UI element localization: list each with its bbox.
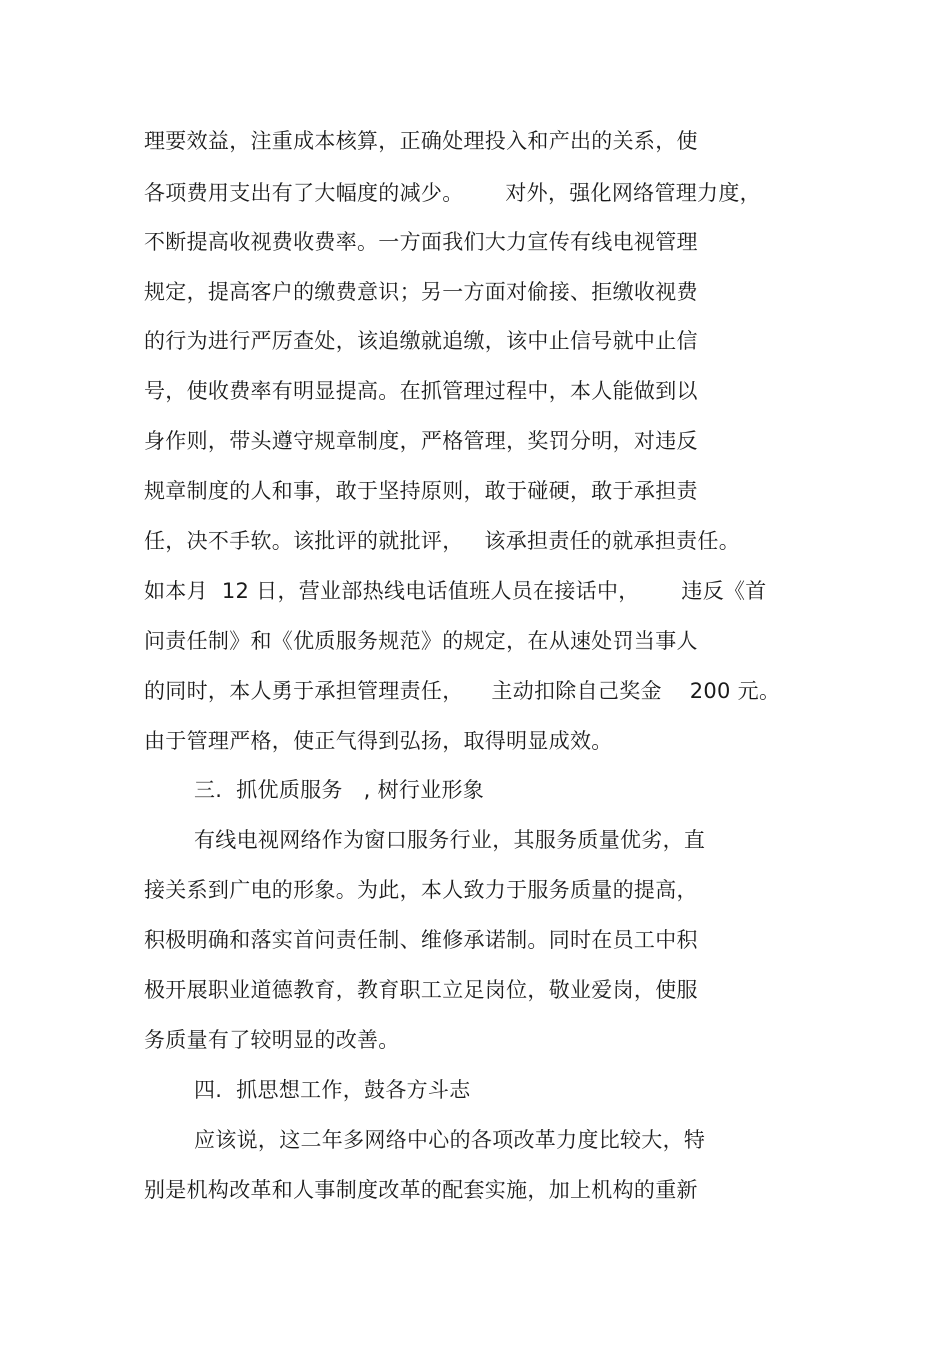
paragraph-line: 问责任制》和《优质服务规范》的规定，在从速处罚当事人 — [144, 629, 698, 653]
paragraph-line: 各项费用支出有了大幅度的减少。 对外，强化网络管理力度， — [144, 181, 761, 205]
paragraph-line: 规章制度的人和事，敢于坚持原则，敢于碰硬，敢于承担责 — [144, 479, 698, 503]
paragraph-line: 积极明确和落实首问责任制、维修承诺制。同时在员工中积 — [144, 928, 698, 952]
paragraph-line: 不断提高收视费收费率。一方面我们大力宣传有线电视管理 — [144, 230, 698, 254]
paragraph-line: 务质量有了较明显的改善。 — [144, 1028, 400, 1052]
section-heading: 四. 抓思想工作，鼓各方斗志 — [194, 1078, 471, 1102]
section-heading: 三. 抓优质服务 , 树行业形象 — [194, 778, 485, 802]
paragraph-line: 任，决不手软。该批评的就批评， 该承担责任的就承担责任。 — [144, 529, 741, 553]
paragraph-line: 理要效益，注重成本核算，正确处理投入和产出的关系，使 — [144, 129, 698, 153]
paragraph-line: 别是机构改革和人事制度改革的配套实施，加上机构的重新 — [144, 1178, 698, 1202]
paragraph-line: 由于管理严格，使正气得到弘扬，取得明显成效。 — [144, 729, 613, 753]
paragraph-line: 应该说，这二年多网络中心的各项改革力度比较大，特 — [194, 1128, 706, 1152]
paragraph-line: 极开展职业道德教育，教育职工立足岗位，敬业爱岗，使服 — [144, 978, 698, 1002]
paragraph-line: 规定，提高客户的缴费意识；另一方面对偷接、拒缴收视费 — [144, 280, 698, 304]
paragraph-line: 的行为进行严厉查处，该追缴就追缴，该中止信号就中止信 — [144, 329, 698, 353]
paragraph-line: 如本月 12 日，营业部热线电话值班人员在接话中， 违反《首 — [144, 579, 767, 603]
paragraph-line: 身作则，带头遵守规章制度，严格管理，奖罚分明，对违反 — [144, 429, 698, 453]
paragraph-line: 的同时，本人勇于承担管理责任， 主动扣除自己奖金 200 元。 — [144, 679, 781, 703]
paragraph-line: 号，使收费率有明显提高。在抓管理过程中，本人能做到以 — [144, 379, 698, 403]
paragraph-line: 有线电视网络作为窗口服务行业，其服务质量优劣，直 — [194, 828, 706, 852]
paragraph-line: 接关系到广电的形象。为此，本人致力于服务质量的提高， — [144, 878, 698, 902]
